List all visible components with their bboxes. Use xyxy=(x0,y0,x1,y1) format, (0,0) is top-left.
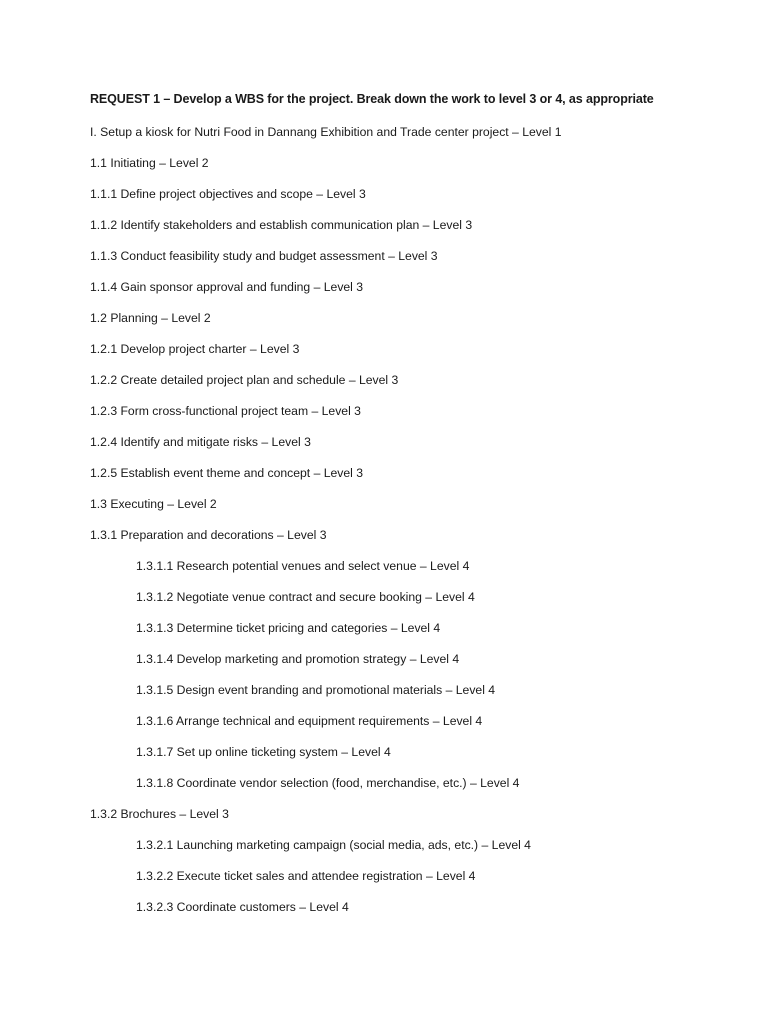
wbs-line-level-4: 1.3.2.2 Execute ticket sales and attendee registration – Level 4 xyxy=(136,869,476,883)
wbs-list xyxy=(90,123,562,929)
wbs-line: 1.1.4 Gain sponsor approval and funding – Level 3 xyxy=(90,280,364,294)
wbs-line: 1.2.3 Form cross-functional project team – Level 3 xyxy=(90,404,361,418)
wbs-line: 1.1 Initiating – Level 2 xyxy=(90,156,209,170)
wbs-line-level-4: 1.3.1.4 Develop marketing and promotion strategy – Level 4 xyxy=(136,652,460,666)
wbs-line: 1.1.2 Identify stakeholders and establish communication plan – Level 3 xyxy=(90,218,473,232)
wbs-line: 1.1.1 Define project objectives and scope – Level 3 xyxy=(90,187,366,201)
wbs-line-level-4: 1.3.1.5 Design event branding and promotional materials – Level 4 xyxy=(136,683,496,697)
wbs-line: 1.2.4 Identify and mitigate risks – Level 3 xyxy=(90,435,311,449)
wbs-line: 1.2.5 Establish event theme and concept – Level 3 xyxy=(90,466,364,480)
wbs-line: 1.2.1 Develop project charter – Level 3 xyxy=(90,342,300,356)
wbs-line-level-4: 1.3.1.1 Research potential venues and select venue – Level 4 xyxy=(136,559,470,573)
wbs-line-level-4: 1.3.1.6 Arrange technical and equipment requirements – Level 4 xyxy=(136,714,483,728)
request-heading: REQUEST 1 – Develop a WBS for the project. Break down the work to level 3 or 4, as appropriate xyxy=(90,92,654,106)
wbs-line: I. Setup a kiosk for Nutri Food in Dannang Exhibition and Trade center project – Level 1 xyxy=(90,125,562,139)
wbs-line-level-4: 1.3.1.2 Negotiate venue contract and secure booking – Level 4 xyxy=(136,590,475,604)
wbs-line: 1.3 Executing – Level 2 xyxy=(90,497,217,511)
wbs-line-level-4: 1.3.2.3 Coordinate customers – Level 4 xyxy=(136,900,349,914)
wbs-line-level-4: 1.3.2.1 Launching marketing campaign (social media, ads, etc.) – Level 4 xyxy=(136,838,531,852)
wbs-line-level-4: 1.3.1.7 Set up online ticketing system – Level 4 xyxy=(136,745,391,759)
wbs-line: 1.2.2 Create detailed project plan and schedule – Level 3 xyxy=(90,373,399,387)
wbs-line: 1.3.2 Brochures – Level 3 xyxy=(90,807,229,821)
wbs-line: 1.2 Planning – Level 2 xyxy=(90,311,211,325)
wbs-line-level-4: 1.3.1.8 Coordinate vendor selection (food, merchandise, etc.) – Level 4 xyxy=(136,776,520,790)
wbs-line-level-4: 1.3.1.3 Determine ticket pricing and categories – Level 4 xyxy=(136,621,441,635)
wbs-line: 1.1.3 Conduct feasibility study and budget assessment – Level 3 xyxy=(90,249,438,263)
wbs-line: 1.3.1 Preparation and decorations – Level 3 xyxy=(90,528,327,542)
